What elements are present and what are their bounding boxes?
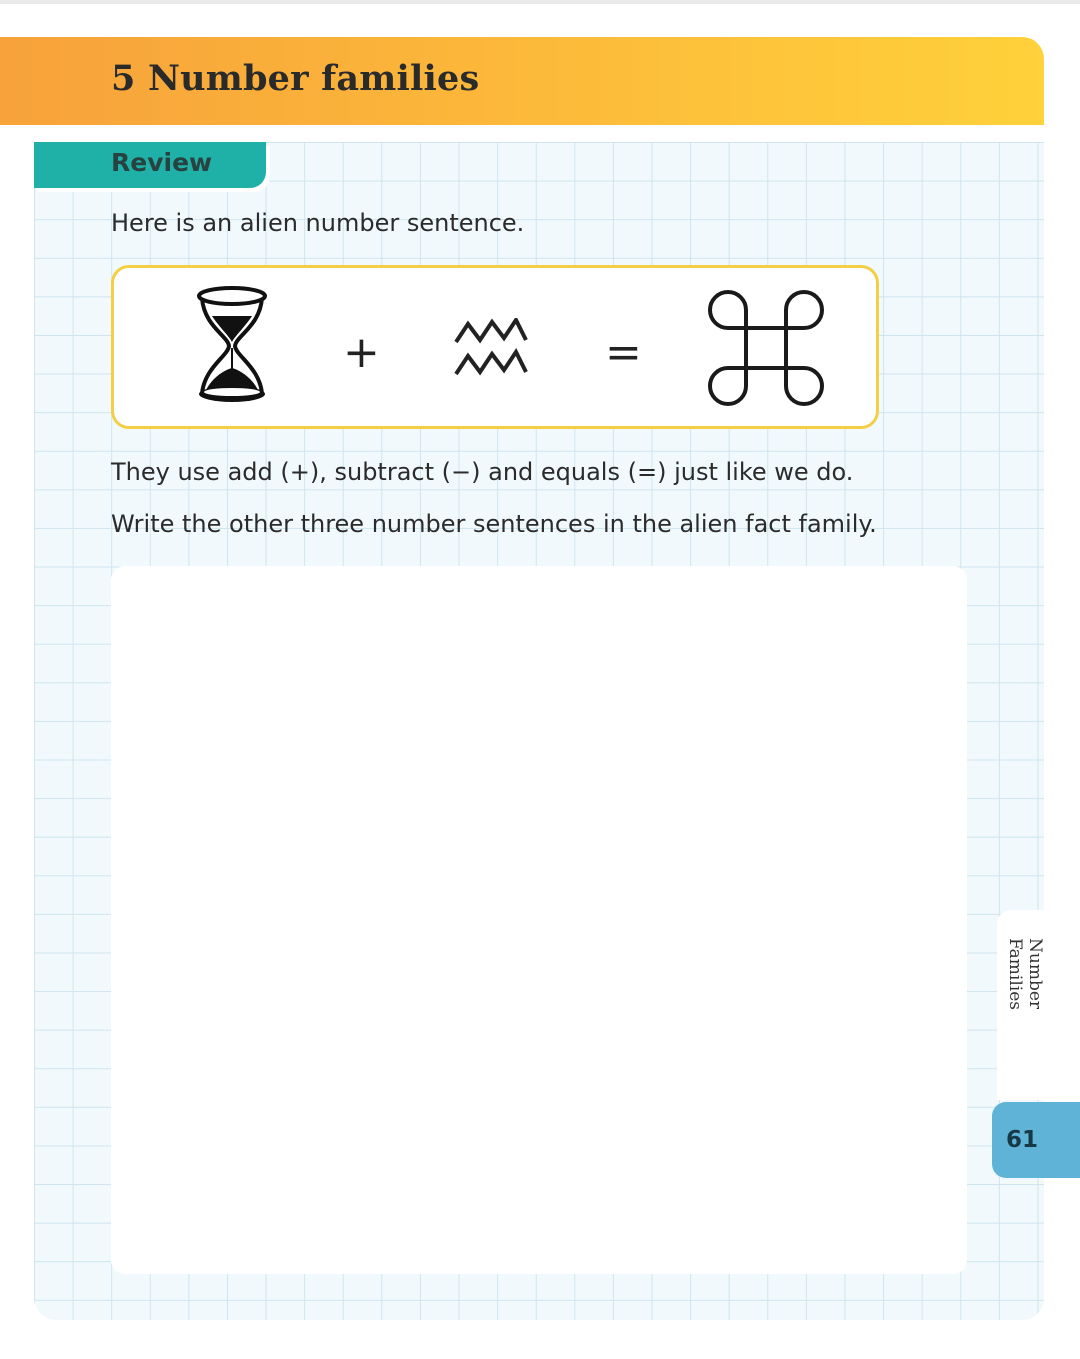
intro-text: Here is an alien number sentence. <box>111 209 525 237</box>
alien-sentence-box <box>111 265 879 429</box>
instruction-text-2: Write the other three number sentences in the alien fact family. <box>111 510 877 538</box>
page-number: 61 <box>1006 1127 1039 1153</box>
page-title: 5 Number families <box>111 58 480 99</box>
answer-box[interactable] <box>111 566 967 1274</box>
review-label: Review <box>111 148 213 177</box>
zigzag-lines-icon <box>452 318 532 382</box>
plus-sign: + <box>343 327 380 378</box>
hourglass-icon <box>196 286 268 406</box>
equals-sign: = <box>605 327 642 378</box>
instruction-text-1: They use add (+), subtract (−) and equals (=) just like we do. <box>111 458 854 486</box>
command-loop-icon <box>708 290 824 406</box>
side-tab-label: Number Families <box>1005 938 1045 1010</box>
